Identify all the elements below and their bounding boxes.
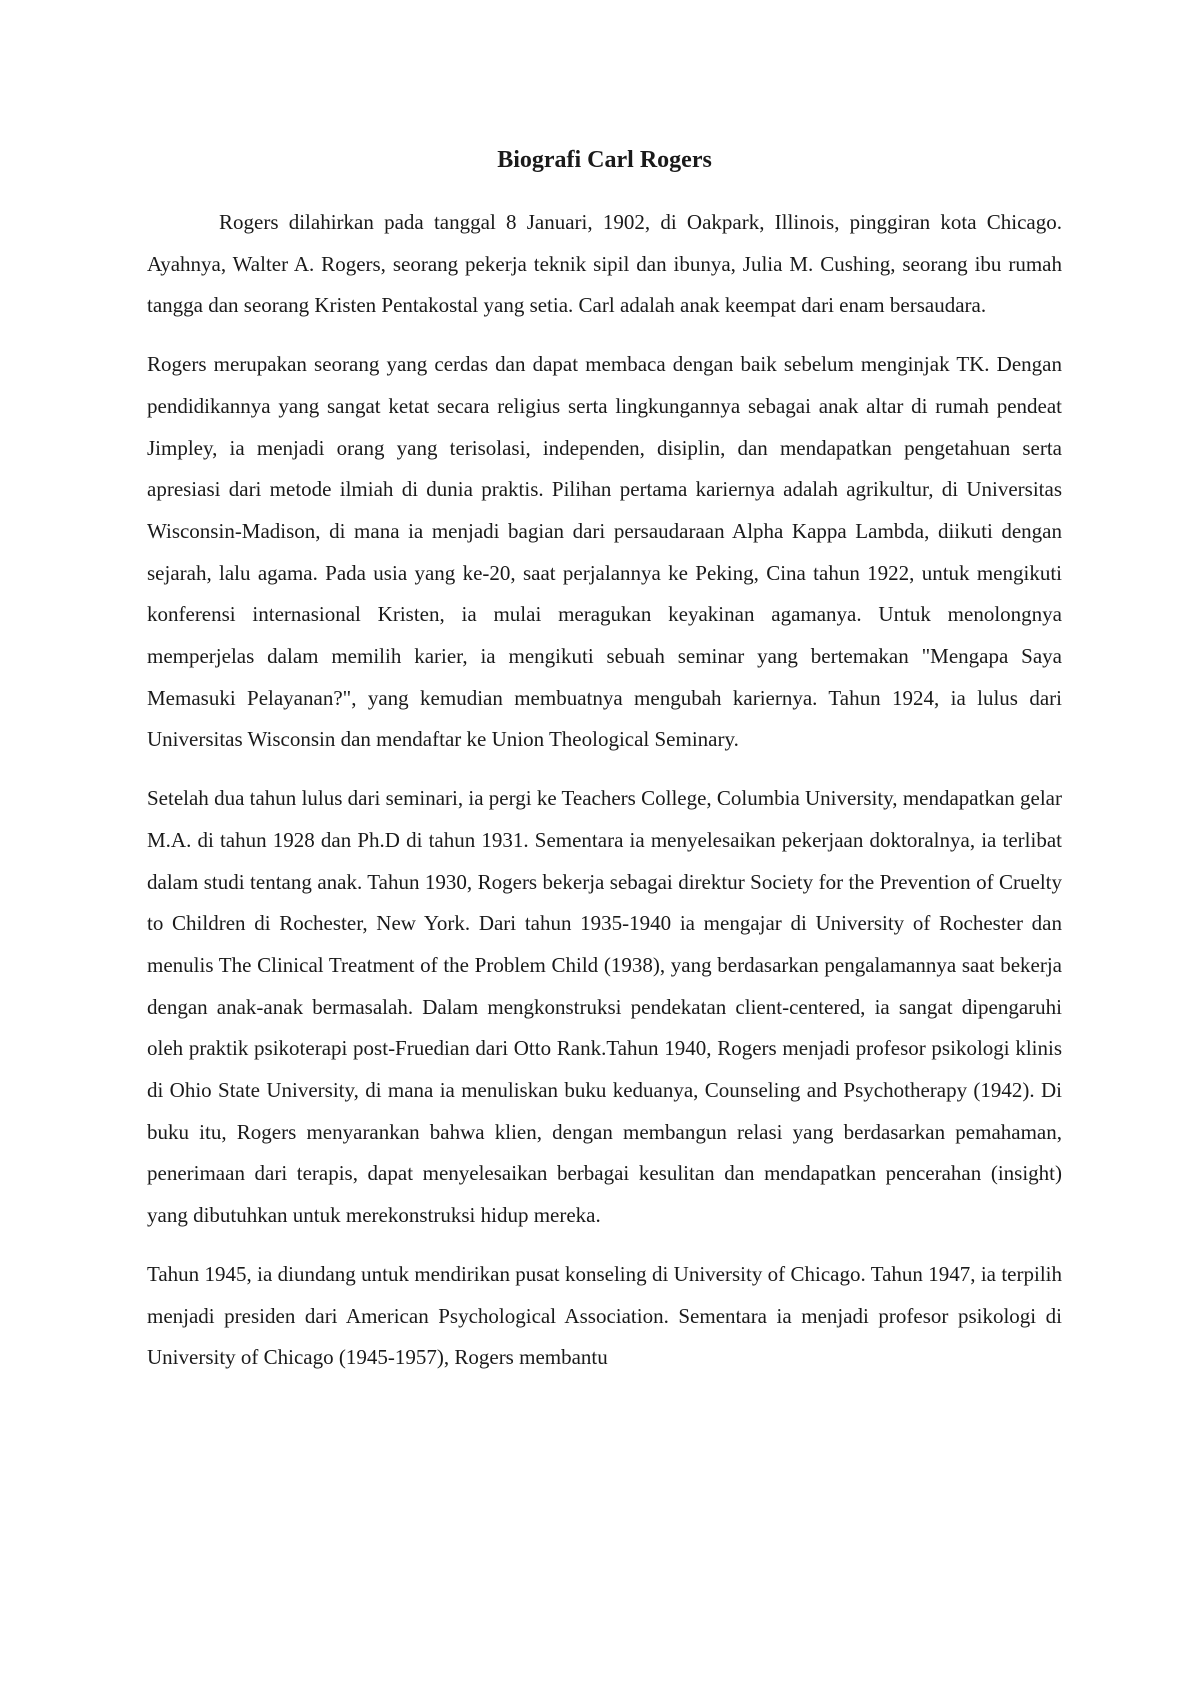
paragraph-1: Rogers dilahirkan pada tanggal 8 Januari, 1902, di Oakpark, Illinois, pinggiran kota Chicago. Ayahnya, Walter A. Rogers, seorang pekerja teknik sipil dan ibunya, Julia M. Cushing, seorang ibu rumah tangga dan seorang Kristen Pentakostal yang setia. Carl adalah anak keempat dari enam bersaudara. — [147, 210, 1062, 318]
document-body — [147, 142, 1062, 1396]
paragraph-2: Rogers merupakan seorang yang cerdas dan dapat membaca dengan baik sebelum menginjak TK. Dengan pendidikannya yang sangat ketat secara religius serta lingkungannya sebagai anak altar di rumah pendeat Jimpley, ia menjadi orang yang terisolasi, independen, disiplin, dan mendapatkan pengetahuan serta apresiasi dari metode ilmiah di dunia praktis. Pilihan pertama kariernya adalah agrikultur, di Universitas Wisconsin-Madison, di mana ia menjadi bagian dari persaudaraan Alpha Kappa Lambda, diikuti dengan sejarah, lalu agama. Pada usia yang ke-20, saat perjalannya ke Peking, Cina tahun 1922, untuk mengikuti konferensi internasional Kristen, ia mulai meragukan keyakinan agamanya. Untuk menolongnya memperjelas dalam memilih karier, ia mengikuti sebuah seminar yang bertemakan "Mengapa Saya Memasuki Pelayanan?", yang kemudian membuatnya mengubah kariernya. Tahun 1924, ia lulus dari Universitas Wisconsin dan mendaftar ke Union Theological Seminary. — [147, 352, 1062, 752]
page-title: Biografi Carl Rogers — [497, 147, 712, 173]
paragraph-3: Setelah dua tahun lulus dari seminari, ia pergi ke Teachers College, Columbia University, mendapatkan gelar M.A. di tahun 1928 dan Ph.D di tahun 1931. Sementara ia menyelesaikan pekerjaan doktoralnya, ia terlibat dalam studi tentang anak. Tahun 1930, Rogers bekerja sebagai direktur Society for the Prevention of Cruelty to Children di Rochester, New York. Dari tahun 1935-1940 ia mengajar di University of Rochester dan menulis The Clinical Treatment of the Problem Child (1938), yang berdasarkan pengalamannya saat bekerja dengan anak-anak bermasalah. Dalam mengkonstruksi pendekatan client-centered, ia sangat dipengaruhi oleh praktik psikoterapi post-Fruedian dari Otto Rank.Tahun 1940, Rogers menjadi profesor psikologi klinis di Ohio State University, di mana ia menuliskan buku keduanya, Counseling and Psychotherapy (1942). Di buku itu, Rogers menyarankan bahwa klien, dengan membangun relasi yang berdasarkan pemahaman, penerimaan dari terapis, dapat menyelesaikan berbagai kesulitan dan mendapatkan pencerahan (insight) yang dibutuhkan untuk merekonstruksi hidup mereka. — [147, 786, 1062, 1228]
paragraph-4: Tahun 1945, ia diundang untuk mendirikan pusat konseling di University of Chicago. Tahun 1947, ia terpilih menjadi presiden dari American Psychological Association. Sementara ia menjadi profesor psikologi di University of Chicago (1945-1957), Rogers membantu — [147, 1261, 1062, 1370]
